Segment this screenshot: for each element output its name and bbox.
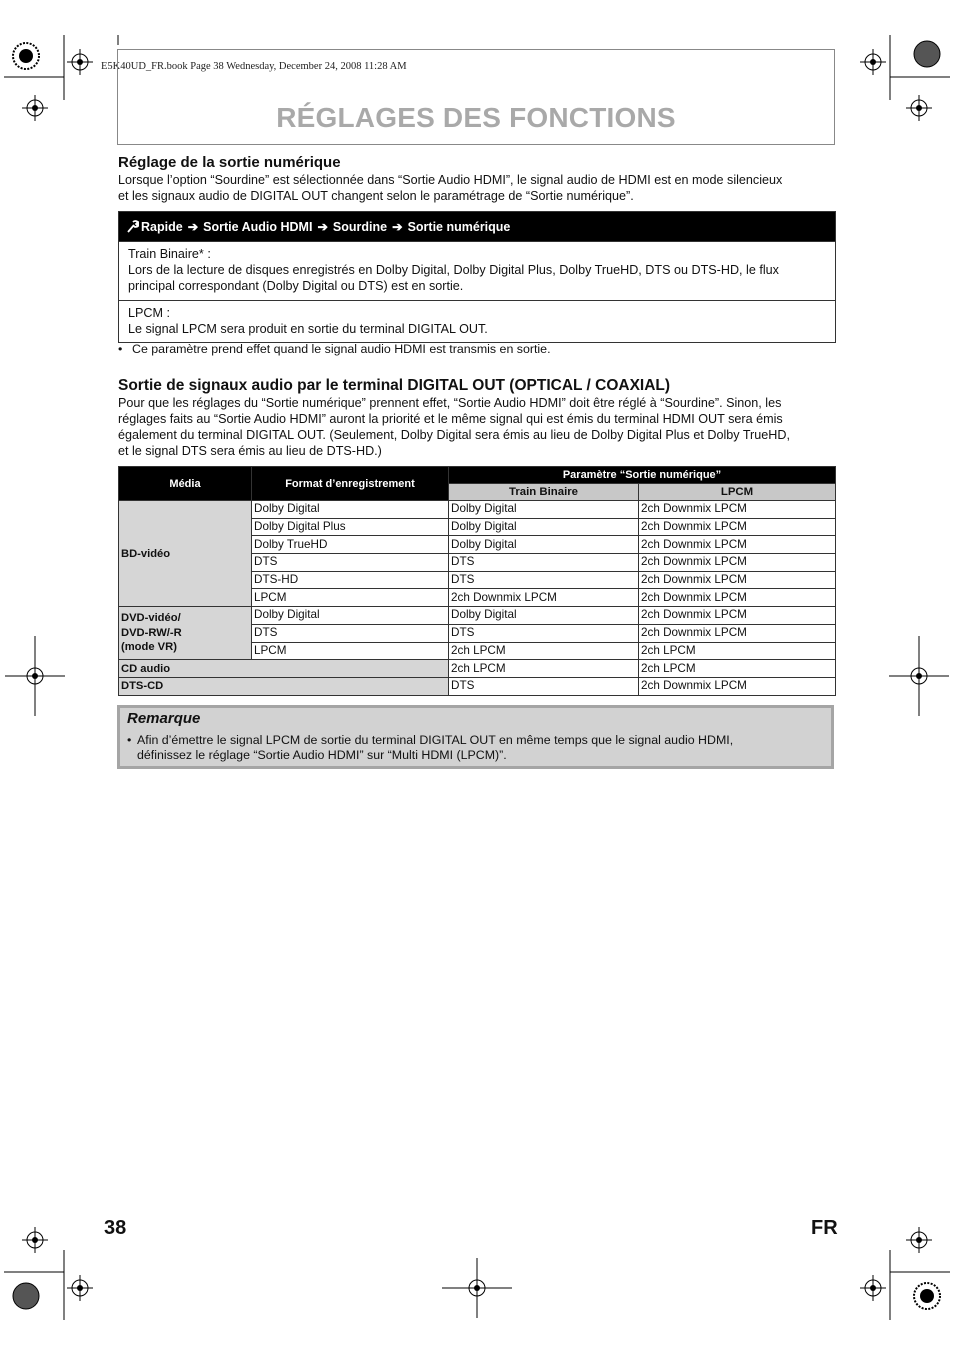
language-code: FR: [811, 1217, 838, 1239]
note-bullet: •: [127, 733, 132, 747]
note-text: [127, 733, 827, 762]
note-line: Afin d’émettre le signal LPCM de sortie du terminal DIGITAL OUT en même temps que le signal audio HDMI,: [137, 733, 734, 747]
path-step-2: Sortie Audio HDMI: [203, 219, 313, 234]
section2-line-4: et le signal DTS sera émis au lieu de DTS-HD.): [118, 444, 382, 458]
page-number: 38: [104, 1217, 127, 1239]
intro-line-1: Lorsque l’option “Sourdine” est sélectionnée dans “Sortie Audio HDMI”, le signal audio de HDMI est en mode silencieux: [118, 173, 783, 187]
footnote: Ce paramètre prend effet quand le signal audio HDMI est transmis en sortie.: [132, 342, 551, 356]
cell-format: DTS-HD: [252, 571, 449, 589]
footnote-bullet: •: [118, 342, 123, 356]
cell-lpcm: 2ch Downmix LPCM: [639, 589, 836, 607]
option-desc-line: Lors de la lecture de disques enregistrés en Dolby Digital, Dolby Digital Plus, Dolby TrueHD, DTS ou DTS-HD, le flux: [128, 263, 779, 277]
wrench-icon: [127, 220, 139, 233]
group-cd-audio: CD audio: [119, 660, 449, 678]
option-label: Train Binaire* :: [128, 247, 211, 261]
arrow-icon: ➔: [317, 220, 328, 234]
cell-format: Dolby Digital: [252, 607, 449, 625]
table-row: [119, 677, 836, 695]
cell-train: DTS: [449, 571, 639, 589]
settings-box: [118, 211, 836, 343]
cell-lpcm: 2ch LPCM: [639, 642, 836, 660]
note-title: Remarque: [127, 710, 201, 727]
section-heading-digital-output: Réglage de la sortie numérique: [118, 154, 341, 171]
cell-lpcm: 2ch Downmix LPCM: [639, 607, 836, 625]
intro-line-2: et les signaux audio de DIGITAL OUT changent selon le paramétrage de “Sortie numérique”.: [118, 189, 634, 203]
cell-train: Dolby Digital: [449, 501, 639, 519]
cell-format: LPCM: [252, 642, 449, 660]
cell-lpcm: 2ch Downmix LPCM: [639, 536, 836, 554]
file-info: E5K40UD_FR.book Page 38 Wednesday, December 24, 2008 11:28 AM: [101, 61, 407, 72]
group-bd: BD-vidéo: [119, 501, 252, 607]
menu-path: [119, 212, 835, 241]
group-dvd-line: DVD-vidéo/: [121, 612, 181, 625]
option-desc-line: principal correspondant (Dolby Digital ou DTS) est en sortie.: [128, 279, 464, 293]
header-format: Format d’enregistrement: [252, 467, 449, 501]
group-dts-cd: DTS-CD: [119, 677, 449, 695]
section2-line-3: également du terminal DIGITAL OUT. (Seulement, Dolby Digital sera émis au lieu de Dolby Digital Plus et Dolby TrueHD,: [118, 428, 790, 442]
cell-train: 2ch Downmix LPCM: [449, 589, 639, 607]
cell-format: LPCM: [252, 589, 449, 607]
section-heading-digital-out-terminal: Sortie de signaux audio par le terminal DIGITAL OUT (OPTICAL / COAXIAL): [118, 377, 671, 394]
group-dvd-line: (mode VR): [121, 641, 177, 654]
option-desc-line: Le signal LPCM sera produit en sortie du terminal DIGITAL OUT.: [128, 322, 488, 336]
option-label: LPCM :: [128, 306, 170, 320]
cell-train: Dolby Digital: [449, 607, 639, 625]
cell-format: Dolby Digital Plus: [252, 518, 449, 536]
cell-train: DTS: [449, 677, 639, 695]
option-train-binaire: [119, 241, 835, 300]
output-table: [118, 466, 836, 696]
cell-train: DTS: [449, 624, 639, 642]
page-title: RÉGLAGES DES FONCTIONS: [276, 102, 676, 133]
header-lpcm: LPCM: [639, 484, 836, 501]
arrow-icon: ➔: [187, 220, 199, 234]
header-media: Média: [119, 467, 252, 501]
cell-lpcm: 2ch Downmix LPCM: [639, 571, 836, 589]
arrow-icon: ➔: [392, 220, 403, 234]
table-row: [119, 607, 836, 625]
cell-train: 2ch LPCM: [449, 660, 639, 678]
cell-train: 2ch LPCM: [449, 642, 639, 660]
header-train: Train Binaire: [449, 484, 639, 501]
group-dvd-line: DVD-RW/-R: [121, 626, 182, 639]
header-param: Paramètre “Sortie numérique”: [449, 467, 836, 484]
cell-format: DTS: [252, 624, 449, 642]
cell-train: Dolby Digital: [449, 536, 639, 554]
cell-train: DTS: [449, 554, 639, 572]
cell-format: Dolby Digital: [252, 501, 449, 519]
cell-lpcm: 2ch Downmix LPCM: [639, 501, 836, 519]
table-row: [119, 660, 836, 678]
table-row: [119, 501, 836, 519]
cell-train: Dolby Digital: [449, 518, 639, 536]
cell-lpcm: 2ch LPCM: [639, 660, 836, 678]
cell-lpcm: 2ch Downmix LPCM: [639, 554, 836, 572]
path-step-1: Rapide: [141, 219, 183, 234]
note-line: définissez le réglage “Sortie Audio HDMI” sur “Multi HDMI (LPCM)”.: [137, 747, 507, 762]
section2-line-2: réglages faits au “Sortie Audio HDMI” auront la priorité et le même signal qui est émis du terminal HDMI OUT sera émis: [118, 412, 783, 426]
cell-lpcm: 2ch Downmix LPCM: [639, 624, 836, 642]
path-step-4: Sortie numérique: [407, 219, 511, 234]
group-dvd: [119, 607, 252, 660]
path-step-3: Sourdine: [332, 219, 388, 234]
section2-line-1: Pour que les réglages du “Sortie numérique” prennent effet, “Sortie Audio HDMI” doit être réglé à “Sourdine”. Sinon, les: [118, 396, 782, 410]
cell-format: Dolby TrueHD: [252, 536, 449, 554]
cell-format: DTS: [252, 554, 449, 572]
cell-lpcm: 2ch Downmix LPCM: [639, 677, 836, 695]
option-lpcm: [119, 300, 835, 342]
cell-lpcm: 2ch Downmix LPCM: [639, 518, 836, 536]
